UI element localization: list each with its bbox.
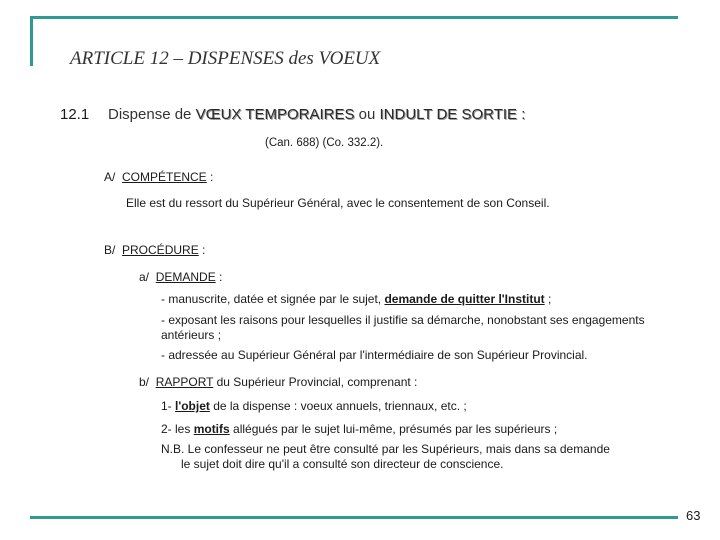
section-prefix: Dispense de <box>108 106 196 123</box>
rapport-item-2 <box>161 422 557 436</box>
demande-marker: a/ <box>139 270 150 284</box>
demande-item-1 <box>161 292 551 306</box>
demande-heading <box>139 270 222 284</box>
nota-bene <box>161 442 661 472</box>
left-rule <box>30 16 33 66</box>
demande-item-1-end: ; <box>544 292 552 306</box>
top-rule <box>30 16 678 19</box>
page-number: 63 <box>686 508 701 523</box>
demande-item-3: - adressée au Supérieur Général par l'intermédiaire de son Supérieur Provincial. <box>161 348 588 362</box>
subsection-a-heading <box>104 170 213 184</box>
rapport-item-2-text: allégués par le sujet lui-même, présumés par les supérieurs ; <box>229 422 558 436</box>
section-mid: ou <box>354 106 380 123</box>
rapport-item-2-emphasis: motifs <box>193 422 230 436</box>
demande-item-1-text: - manuscrite, datée et signée par le sujet, <box>161 292 385 306</box>
nota-bene-line-1: N.B. Le confesseur ne peut être consulté par les Supérieurs, mais dans sa demande <box>161 442 610 456</box>
nota-bene-line-2: le sujet doit dire qu'il a consulté son directeur de conscience. <box>181 457 504 471</box>
subsection-b-label: PROCÉDURE <box>122 243 199 257</box>
subsection-b-marker: B/ <box>104 243 116 257</box>
subsection-b-suffix: : <box>198 243 206 257</box>
section-number: 12.1 <box>60 106 90 123</box>
demande-item-1-emphasis: demande de quitter l'Institut <box>384 292 545 306</box>
subsection-a-suffix: : <box>206 170 214 184</box>
rapport-suffix: du Supérieur Provincial, comprenant : <box>213 375 418 389</box>
demande-item-2: - exposant les raisons pour lesquelles il justifie sa démarche, nonobstant ses engagements antérieurs ; <box>161 313 645 342</box>
subsection-b-heading <box>104 243 205 257</box>
rapport-marker: b/ <box>139 375 150 389</box>
rapport-item-2-prefix: 2- les <box>161 422 194 436</box>
demande-suffix: : <box>215 270 223 284</box>
demande-label: DEMANDE <box>155 270 216 284</box>
rapport-item-1 <box>161 399 467 413</box>
article-title: ARTICLE 12 – DISPENSES des VOEUX <box>70 48 381 69</box>
rapport-item-1-text: de la dispense : voeux annuels, triennaux, etc. ; <box>209 399 467 413</box>
subsection-a-label: COMPÉTENCE <box>122 170 207 184</box>
subsection-a-marker: A/ <box>104 170 116 184</box>
section-emphasis-indult: INDULT DE SORTIE : <box>379 106 526 123</box>
subsection-a-body: Elle est du ressort du Supérieur Général, avec le consentement de son Conseil. <box>126 196 550 210</box>
section-emphasis-vows: VŒUX TEMPORAIRES <box>195 106 355 123</box>
rapport-item-1-emphasis: l'objet <box>175 399 210 413</box>
rapport-heading <box>139 375 417 389</box>
rapport-label: RAPPORT <box>155 375 214 389</box>
bottom-rule <box>30 516 678 519</box>
rapport-item-1-prefix: 1- <box>161 399 176 413</box>
section-heading <box>108 106 525 123</box>
canon-reference: (Can. 688) (Co. 332.2). <box>265 137 384 149</box>
